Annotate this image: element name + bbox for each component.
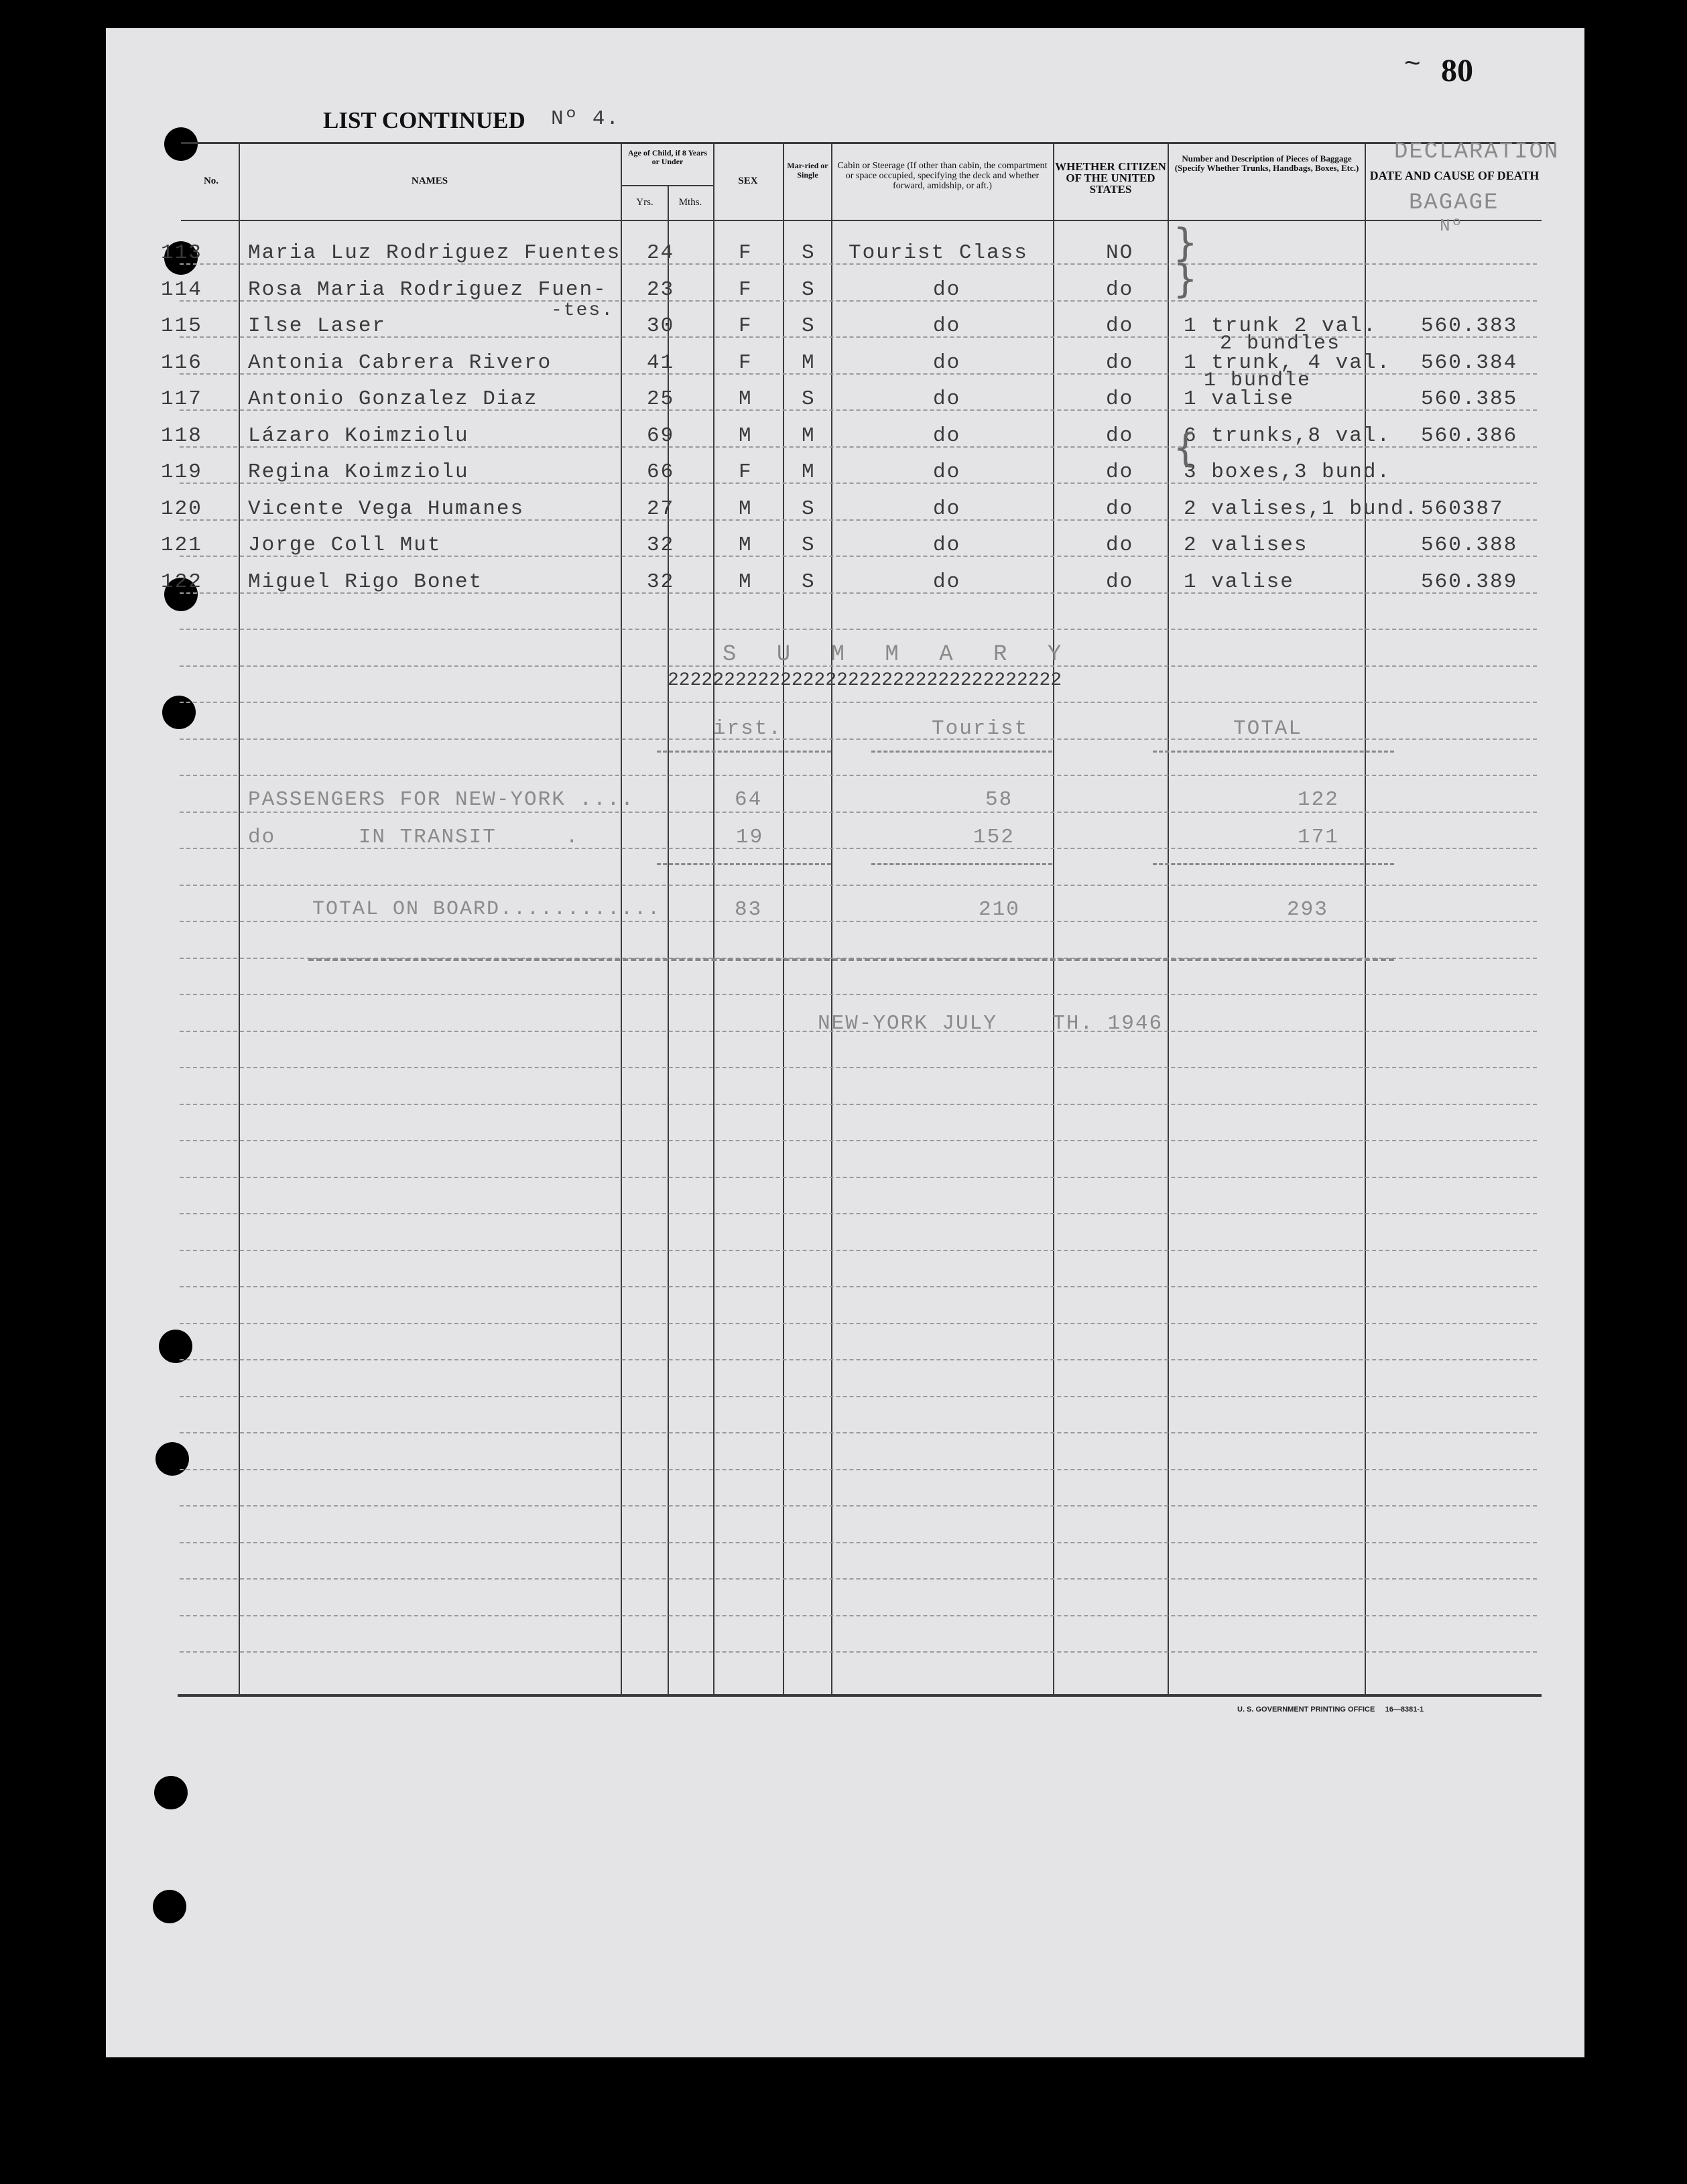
header-baggage: Number and Description of Pieces of Baggage (Specify Whether Trunks, Handbags, Boxes, Etc.) — [1174, 153, 1359, 173]
header-cabin: Cabin or Steerage (If other than cabin, the compartment or space occupied, specifying the deck and whether forward, amidship, or aft.) — [837, 161, 1048, 191]
header-declaration: DECLARATION — [1394, 139, 1560, 165]
ruled-line — [180, 1104, 1537, 1105]
row-number: 115 — [161, 314, 202, 338]
header-yrs: Yrs. — [636, 197, 653, 208]
citizenship: do — [1106, 351, 1134, 375]
cabin-class: do — [933, 314, 961, 338]
passenger-sex: F — [739, 351, 753, 375]
summary-col-tourist: Tourist — [932, 717, 1029, 741]
ruled-line — [180, 1250, 1537, 1251]
ruled-line — [180, 921, 1537, 922]
header-bagage: BAGAGE — [1409, 190, 1499, 216]
header-names: NAMES — [411, 176, 448, 186]
ruled-line — [180, 1432, 1537, 1433]
header-bagage-no: Nº — [1440, 216, 1464, 236]
marital-status: M — [802, 351, 816, 375]
header-married: Mar-ried or Single — [787, 161, 828, 180]
cabin-class: Tourist Class — [849, 241, 1028, 265]
summary-total-label: TOTAL ON BOARD............ — [312, 898, 662, 921]
passenger-name: Maria Luz Rodriguez Fuentes — [248, 241, 621, 265]
passenger-name: Vicente Vega Humanes — [248, 497, 525, 521]
cabin-class: do — [933, 387, 961, 411]
declaration-number: 560.389 — [1421, 570, 1518, 594]
passenger-sex: M — [739, 387, 753, 411]
summary-col-first: irst. — [713, 717, 783, 741]
passenger-age: 23 — [647, 278, 675, 302]
ruled-line — [180, 738, 1537, 740]
marital-status: S — [802, 314, 816, 338]
passenger-sex: M — [739, 497, 753, 521]
ruled-line — [180, 1067, 1537, 1068]
bundle-note: 1 bundle — [1204, 369, 1312, 392]
citizenship: NO — [1106, 241, 1134, 265]
baggage-description: 3 boxes,3 bund. — [1184, 460, 1391, 484]
passenger-name: Regina Koimziolu — [248, 460, 469, 484]
cabin-class: do — [933, 497, 961, 521]
marital-status: S — [802, 497, 816, 521]
passenger-sex: F — [739, 314, 753, 338]
page-number: 80 — [1441, 53, 1473, 88]
marital-status: S — [802, 570, 816, 594]
list-title: LIST CONTINUED — [323, 107, 525, 133]
cabin-class: do — [933, 278, 961, 302]
col-divider — [783, 143, 784, 1695]
col-divider — [239, 143, 240, 1695]
summary-label: do IN TRANSIT . — [248, 826, 580, 849]
ruled-line — [180, 994, 1537, 995]
col-divider — [1365, 143, 1366, 1695]
passenger-sex: M — [739, 424, 753, 448]
col-divider — [831, 143, 832, 1695]
summary-rule — [1153, 863, 1394, 865]
ruled-line — [180, 1286, 1537, 1287]
list-number: Nº 4. — [551, 107, 621, 131]
summary-first: 64 — [735, 788, 763, 812]
passenger-age: 24 — [647, 241, 675, 265]
summary-col-total: TOTAL — [1233, 717, 1303, 741]
marital-status: S — [802, 387, 816, 411]
header-sex: SEX — [738, 176, 758, 186]
header-death: DATE AND CAUSE OF DEATH — [1369, 169, 1540, 182]
cabin-class: do — [933, 533, 961, 557]
printer-imprint: U. S. GOVERNMENT PRINTING OFFICE 16—8381-1 — [1237, 1706, 1424, 1714]
punch-hole — [159, 1330, 192, 1363]
declaration-number: 560387 — [1421, 497, 1504, 521]
table-top-rule — [181, 142, 1555, 144]
passenger-sex: F — [739, 278, 753, 302]
punch-hole — [155, 1442, 189, 1476]
brace-mark: { — [1173, 425, 1198, 470]
row-number: 117 — [161, 387, 202, 411]
summary-tourist: 152 — [973, 826, 1015, 849]
passenger-name: Lázaro Koimziolu — [248, 424, 469, 448]
brace-mark: } — [1173, 256, 1198, 302]
marital-status: S — [802, 533, 816, 557]
summary-title: S U M M A R Y — [723, 642, 1075, 667]
ruled-line — [180, 1651, 1537, 1653]
ruled-line — [180, 1213, 1537, 1214]
punch-hole — [154, 1776, 188, 1809]
header-bottom-rule — [181, 220, 1542, 221]
passenger-name: Miguel Rigo Bonet — [248, 570, 483, 594]
table-bottom-rule — [178, 1694, 1542, 1697]
citizenship: do — [1106, 497, 1134, 521]
col-divider — [713, 143, 714, 1695]
baggage-description: 2 valises,1 bund. — [1184, 497, 1419, 521]
summary-total-tourist: 210 — [979, 898, 1020, 921]
ruled-line — [180, 812, 1537, 813]
ruled-line — [180, 1323, 1537, 1324]
baggage-description: 6 trunks,8 val. — [1184, 424, 1391, 448]
cabin-class: do — [933, 351, 961, 375]
header-age: Age of Child, if 8 Years or Under — [627, 148, 708, 166]
passenger-sex: F — [739, 241, 753, 265]
summary-total-total: 293 — [1287, 898, 1328, 921]
declaration-number: 560.385 — [1421, 387, 1518, 411]
row-number: 119 — [161, 460, 202, 484]
passenger-sex: F — [739, 460, 753, 484]
row-number: 116 — [161, 351, 202, 375]
passenger-name: Jorge Coll Mut — [248, 533, 442, 557]
summary-rule — [657, 863, 831, 865]
ruled-line — [180, 1177, 1537, 1178]
passenger-age: 69 — [647, 424, 675, 448]
summary-label: PASSENGERS FOR NEW-YORK .... — [248, 788, 635, 812]
ruled-line — [180, 1469, 1537, 1470]
punch-hole — [162, 696, 196, 729]
passenger-age: 32 — [647, 570, 675, 594]
citizenship: do — [1106, 460, 1134, 484]
punch-hole — [153, 1890, 186, 1923]
declaration-number: 560.384 — [1421, 351, 1518, 375]
summary-total: 171 — [1298, 826, 1339, 849]
row-number: 118 — [161, 424, 202, 448]
punch-hole — [164, 127, 198, 161]
ruled-line — [180, 629, 1537, 630]
ruled-line — [180, 885, 1537, 886]
cabin-class: do — [933, 460, 961, 484]
ruled-line — [180, 1505, 1537, 1506]
marital-status: M — [802, 424, 816, 448]
baggage-description: 2 valises — [1184, 533, 1308, 557]
summary-total: 122 — [1298, 788, 1339, 812]
baggage-description: 1 valise — [1184, 570, 1294, 594]
summary-tourist: 58 — [985, 788, 1013, 812]
ruled-line — [180, 1140, 1537, 1141]
passenger-age: 30 — [647, 314, 675, 338]
declaration-number: 560.383 — [1421, 314, 1518, 338]
summary-total-first: 83 — [735, 898, 763, 921]
name-continuation: -tes. — [551, 300, 615, 321]
date-line: NEW-YORK JULY TH. 1946 — [818, 1012, 1164, 1035]
marital-status: S — [802, 278, 816, 302]
row-number: 120 — [161, 497, 202, 521]
passenger-age: 41 — [647, 351, 675, 375]
passenger-name: Ilse Laser — [248, 314, 387, 338]
cabin-class: do — [933, 570, 961, 594]
summary-underline: 22222222222222222222222222222222222 — [668, 670, 1062, 691]
passenger-name: Rosa Maria Rodriguez Fuen- — [248, 278, 607, 302]
citizenship: do — [1106, 314, 1134, 338]
age-subheader-rule — [621, 185, 714, 186]
marital-status: S — [802, 241, 816, 265]
summary-rule — [871, 751, 1052, 753]
marital-status: M — [802, 460, 816, 484]
ruled-line — [180, 702, 1537, 703]
ruled-line — [180, 1396, 1537, 1397]
passenger-age: 25 — [647, 387, 675, 411]
cabin-class: do — [933, 424, 961, 448]
row-number: 114 — [161, 278, 202, 302]
col-divider — [1168, 143, 1169, 1695]
header-mths: Mths. — [678, 197, 702, 208]
citizenship: do — [1106, 424, 1134, 448]
declaration-number: 560.386 — [1421, 424, 1518, 448]
passenger-age: 27 — [647, 497, 675, 521]
passenger-name: Antonio Gonzalez Diaz — [248, 387, 538, 411]
baggage-description: 1 valise — [1184, 387, 1294, 411]
summary-rule — [657, 751, 831, 753]
summary-first: 19 — [736, 826, 764, 849]
citizenship: do — [1106, 278, 1134, 302]
summary-rule — [1153, 751, 1394, 753]
baggage-description: 1 trunk, 4 val. — [1184, 351, 1391, 375]
ruled-line — [180, 1615, 1537, 1616]
citizenship: do — [1106, 387, 1134, 411]
brace-mark: } — [1173, 220, 1198, 265]
passenger-age: 32 — [647, 533, 675, 557]
ruled-line — [180, 1542, 1537, 1543]
summary-rule — [308, 958, 1394, 961]
header-citizen: WHETHER CITIZEN OF THE UNITED STATES — [1055, 160, 1166, 196]
page-mark: ~ — [1404, 47, 1421, 78]
passenger-name: Antonia Cabrera Rivero — [248, 351, 552, 375]
passenger-age: 66 — [647, 460, 675, 484]
ruled-line — [180, 1578, 1537, 1580]
summary-rule — [871, 863, 1052, 865]
baggage-description: 1 trunk 2 val. — [1184, 314, 1377, 338]
passenger-sex: M — [739, 533, 753, 557]
row-number: 113 — [161, 241, 202, 265]
row-number: 122 — [161, 570, 202, 594]
citizenship: do — [1106, 570, 1134, 594]
citizenship: do — [1106, 533, 1134, 557]
bundle-note: 2 bundles — [1220, 332, 1341, 355]
passenger-sex: M — [739, 570, 753, 594]
header-no: No. — [203, 176, 219, 186]
col-divider — [1053, 143, 1054, 1695]
ruled-line — [180, 775, 1537, 776]
row-number: 121 — [161, 533, 202, 557]
ruled-line — [180, 1359, 1537, 1360]
declaration-number: 560.388 — [1421, 533, 1518, 557]
